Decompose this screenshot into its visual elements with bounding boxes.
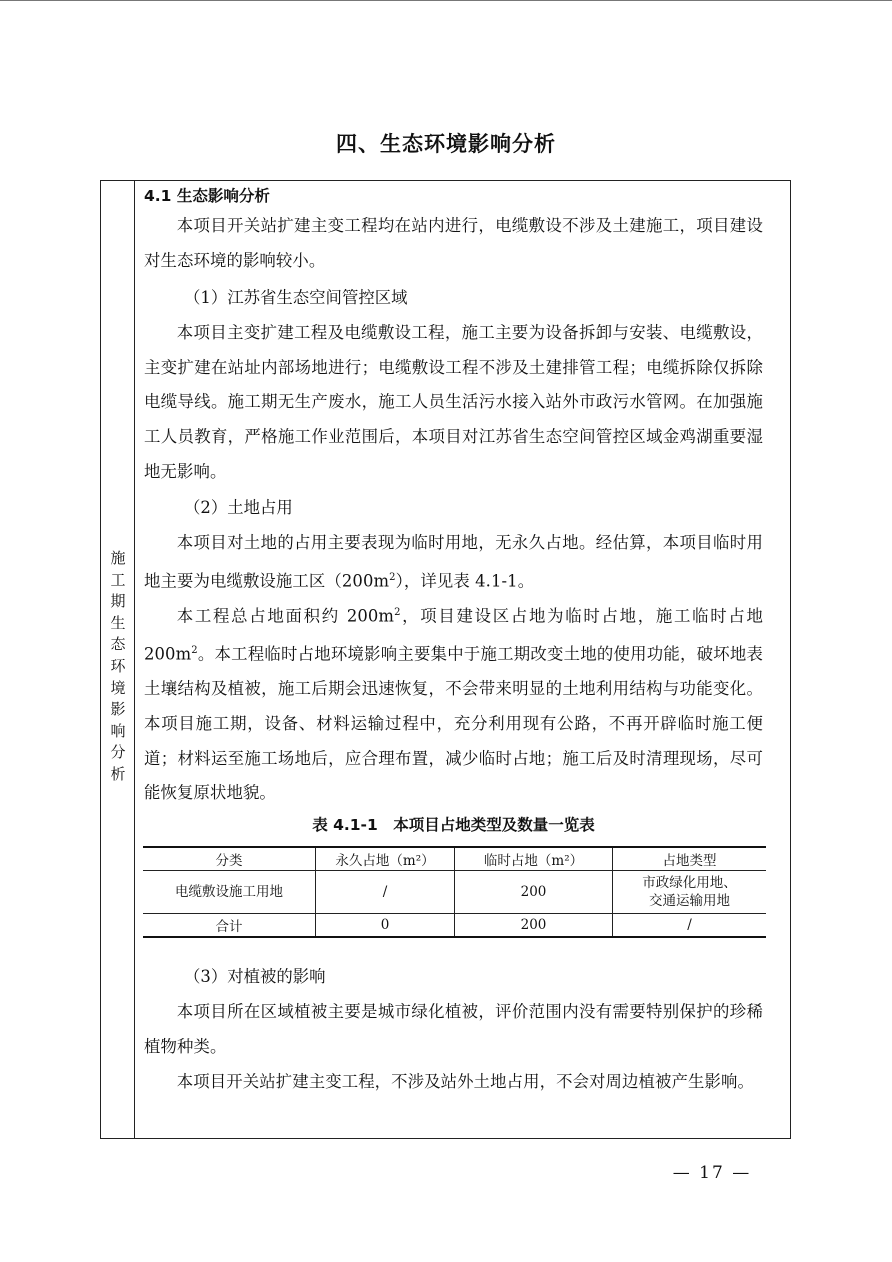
table-cell — [613, 871, 767, 914]
page-number: — 17 — — [672, 1163, 752, 1183]
text-run: ），详见表 4.1-1。 — [395, 571, 535, 591]
vegetation-paragraph-1: 本项目所在区域植被主要是城市绿化植被，评价范围内没有需要特别保护的珍稀植物种类。 — [144, 1002, 763, 1056]
superscript: 2 — [394, 607, 401, 618]
table-header: 分类 — [143, 847, 316, 871]
content-frame — [100, 180, 791, 1139]
table-header: 临时占地（m²） — [455, 847, 613, 871]
text-run: 。本工程临时占地环境影响主要集中于施工期改变土地的使用功能，破坏地表土壤结构及植被，施工后期会迅速恢复，不会带来明显的土地利用结构与功能变化。本项目施工期，设备、材料运输过程中，充分利用现有公路，不再开辟临时施工便道；材料运至施工场地后，应合理布置，减少临时占地；施工后及时清理现场，尽可能恢复原状地貌。 — [144, 644, 763, 803]
table-header: 占地类型 — [613, 847, 767, 871]
table-cell: 电缆敷设施工用地 — [143, 871, 316, 914]
side-char: 工 — [110, 570, 126, 589]
side-char: 响 — [110, 721, 126, 740]
side-char: 析 — [110, 764, 126, 783]
table-cell: 0 — [316, 914, 455, 938]
subsection-1-paragraph: 本项目主变扩建工程及电缆敷设工程，施工主要为设备拆卸与安装、电缆敷设，主变扩建在站址内部场地进行；电缆敷设工程不涉及土建排管工程；电缆拆除仅拆除电缆导线。施工期无生产废水，施工人员生活污水接入站外市政污水管网。在加强施工人员教育，严格施工作业范围后，本项目对江苏省生态空间管控区域金鸡湖重要湿地无影响。 — [144, 323, 763, 481]
side-char: 施 — [110, 549, 126, 567]
side-char: 影 — [110, 700, 126, 719]
table-row — [143, 871, 766, 914]
side-char: 环 — [110, 656, 126, 675]
table-header-row — [143, 847, 766, 871]
text-run: 本工程总占地面积约 200m — [176, 606, 395, 626]
table-cell: 200 — [455, 914, 613, 938]
side-cell — [101, 181, 135, 1138]
superscript: 2 — [389, 571, 396, 583]
cell-line: 市政绿化用地、 — [642, 875, 737, 891]
side-char: 分 — [110, 743, 126, 762]
top-rule — [0, 0, 892, 1]
table-cell: / — [316, 871, 455, 914]
side-char: 生 — [110, 613, 126, 632]
table-row — [143, 914, 766, 938]
side-char: 境 — [110, 678, 126, 697]
table-header: 永久占地（m²） — [316, 847, 455, 871]
table-cell: 200 — [455, 871, 613, 914]
section-heading: 4.1 生态影响分析 — [144, 187, 270, 205]
table-cell: 合计 — [215, 919, 243, 935]
subsection-2-title: （2）土地占用 — [184, 498, 293, 517]
side-label — [101, 548, 135, 786]
table-caption: 表 4.1-1 本项目占地类型及数量一览表 — [312, 816, 595, 834]
subsection-1-title: （1）江苏省生态空间管控区域 — [184, 288, 408, 307]
land-use-paragraph-2 — [144, 596, 763, 811]
text-run: 本项目对土地的占用主要表现为临时用地，无永久占地。经估算，本项目临时用地主要为电缆敷设施工区（200m — [144, 533, 763, 591]
intro-paragraph: 本项目开关站扩建主变工程均在站内进行，电缆敷设不涉及土建施工，项目建设对生态环境的影响较小。 — [144, 216, 763, 270]
superscript: 2 — [191, 645, 198, 657]
side-char: 期 — [110, 592, 126, 611]
land-use-table — [143, 846, 766, 938]
side-char: 态 — [110, 635, 126, 654]
land-use-paragraph-1 — [144, 526, 763, 599]
cell-line: 交通运输用地 — [649, 893, 730, 909]
table-cell: / — [613, 914, 767, 938]
page-title: 四、生态环境影响分析 — [336, 132, 556, 156]
subsection-3-title: （3）对植被的影响 — [184, 967, 326, 986]
text-run: ，项目建设区占地为临时占地，施工临时占地 200m — [144, 606, 764, 664]
vegetation-paragraph-2: 本项目开关站扩建主变工程，不涉及站外土地占用，不会对周边植被产生影响。 — [176, 1072, 754, 1091]
